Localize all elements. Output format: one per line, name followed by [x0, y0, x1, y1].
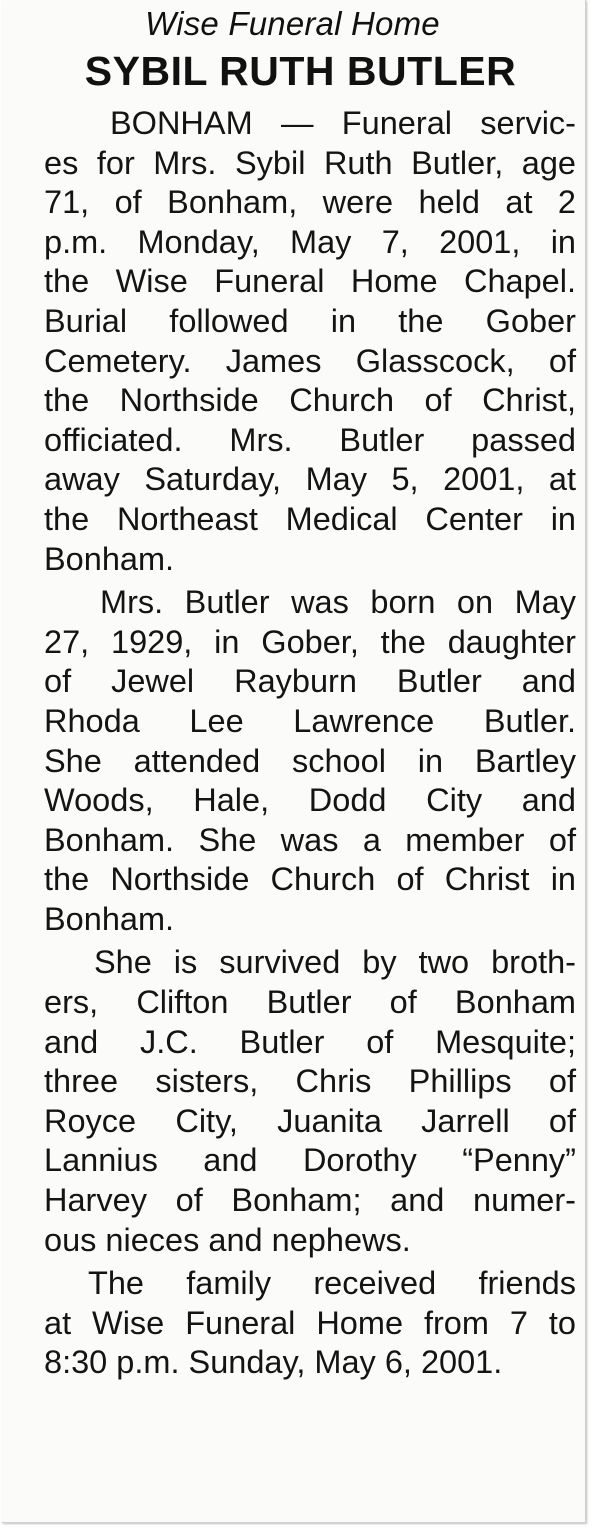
text-line: ers, Clifton Butler of Bonham: [44, 984, 576, 1021]
obituary-clipping: [2, 0, 586, 1523]
text-line: officiated. Mrs. Butler passed: [44, 421, 576, 458]
text-line: Bonham.: [44, 900, 175, 937]
text-line: Bonham.: [44, 540, 175, 577]
text-line: The family received friends: [88, 1265, 576, 1302]
text-line: BONHAM — Funeral servic-: [110, 105, 576, 141]
text-line: of Jewel Rayburn Butler and: [44, 663, 576, 700]
text-line: Mrs. Butler was born on May: [100, 584, 576, 621]
funeral-home-heading: Wise Funeral Home: [145, 5, 440, 42]
text-line: Bonham. She was a member of: [44, 821, 576, 858]
text-line: the Northeast Medical Center in: [44, 500, 576, 537]
text-line: ous nieces and nephews.: [44, 1221, 411, 1258]
text-line: Cemetery. James Glasscock, of: [44, 342, 576, 379]
text-line: 27, 1929, in Gober, the daughter: [44, 623, 576, 660]
paragraph-visitation: [44, 1264, 576, 1383]
text-line: Burial followed in the Gober: [44, 302, 576, 339]
paragraph-biography: [44, 583, 576, 939]
obituary-body: [44, 104, 576, 1383]
text-line: Royce City, Juanita Jarrell of: [44, 1102, 576, 1139]
text-line: Rhoda Lee Lawrence Butler.: [44, 702, 576, 739]
text-line: es for Mrs. Sybil Ruth Butler, age: [44, 144, 576, 181]
text-line: She attended school in Bartley: [44, 742, 576, 779]
text-line: the Northside Church of Christ,: [44, 382, 576, 419]
text-line: the Wise Funeral Home Chapel.: [44, 263, 576, 300]
deceased-name: SYBIL RUTH BUTLER: [84, 48, 517, 94]
text-line: Lannius and Dorothy “Penny”: [44, 1142, 576, 1179]
text-line: 71, of Bonham, were held at 2: [44, 184, 576, 221]
text-line: Woods, Hale, Dodd City and: [44, 782, 576, 819]
text-line: away Saturday, May 5, 2001, at: [44, 461, 576, 498]
paragraph-survivors: [44, 943, 576, 1260]
text-line: and J.C. Butler of Mesquite;: [44, 1023, 576, 1060]
text-line: 8:30 p.m. Sunday, May 6, 2001.: [44, 1344, 503, 1381]
text-line: p.m. Monday, May 7, 2001, in: [44, 223, 576, 260]
text-line: at Wise Funeral Home from 7 to: [44, 1304, 576, 1341]
text-line: Harvey of Bonham; and numer-: [44, 1182, 576, 1219]
paragraph-services: [44, 104, 576, 579]
text-line: three sisters, Chris Phillips of: [44, 1063, 576, 1100]
text-line: the Northside Church of Christ in: [44, 861, 576, 898]
text-line: She is survived by two broth-: [94, 944, 576, 981]
